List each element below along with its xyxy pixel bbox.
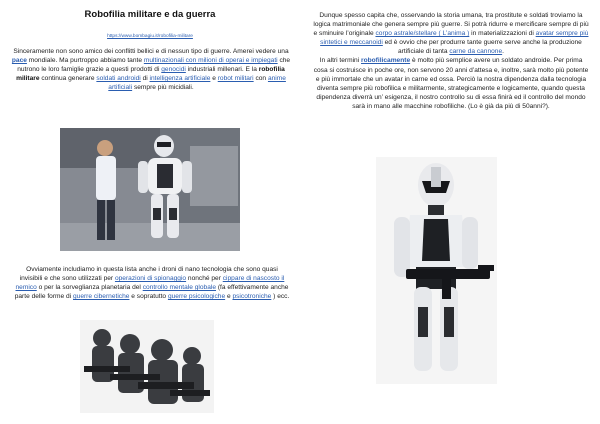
inline-link[interactable]: operazioni di spionaggio [114,275,187,283]
drones-paragraph [14,265,290,301]
keyword: robofilia militare [16,66,285,83]
inline-link[interactable]: intelligenza artificiale [149,75,211,83]
text-segment: In altri termini [319,57,362,65]
inline-link[interactable]: psicotroniche [232,293,272,301]
text-segment: ed è ovvio che per produrre tante guerre serve anche la produzione artificiale di tanta [382,39,582,56]
inline-link[interactable]: guerre psicologiche [167,293,226,301]
text-segment: e [225,293,233,301]
text-segment: e sopratutto [129,293,168,301]
inline-link[interactable]: avatar sempre più sintetici e meccanoidi [320,30,589,47]
intro-paragraph [10,47,292,92]
text-segment: Sinceramente non sono amico dei conflitti bellici e di nessun tipo di guerre. Amerei vedere una [13,48,289,55]
inline-link[interactable]: anime artificiali [108,75,286,92]
photo-android-soldiers [80,320,214,413]
text-segment: di [140,75,150,83]
photo-armed-android [376,157,497,384]
text-segment: industriali millenari. E la [185,66,259,74]
keyword-link[interactable]: robofilicamente [361,57,411,65]
inline-link[interactable]: guerre cibernetiche [72,293,130,301]
text-segment: e [210,75,218,83]
text-segment: nonché per [186,275,223,283]
text-segment: sempre più micidiali. [132,84,194,92]
source-link[interactable]: https://www.bombagiu.it/robofilia-militare [107,34,193,39]
text-segment: o per la sorveglianza planetaria del [36,284,143,292]
inline-link[interactable]: genocidi [161,66,186,74]
text-segment: in materializzazioni di [469,30,536,38]
text-segment: (fa effettivamente anche parte delle forme di [14,284,289,301]
inline-link[interactable]: controllo mentale globale [142,284,217,292]
photo-man-and-robot [60,128,240,251]
page-title: Robofilia militare e da guerra [84,9,216,20]
inline-link[interactable]: carne da cannone [449,48,503,56]
inline-link[interactable]: corpo astrale/stellare ( L’anima ) [375,30,470,38]
text-segment: con [253,75,268,83]
text-segment: Ovviamente includiamo in questa lista anche i droni di nano tecnologia che sono quasi invisibili e che sono utilizzati per [19,266,278,283]
text-segment: ) ecc. [271,293,290,301]
text-segment: continua generare [39,75,97,83]
text-segment: Dunque spesso capita che, osservando la storia umana, tra prostitute e soldati troviamo la logica matrimoniale che genera sempre più guerre. Si potrà ridurre e mercificare sempre di più e sminuire l’originale [313,12,589,38]
keyword-link[interactable]: pace [11,57,27,65]
text-segment: mondiale. Ma purtroppo abbiamo tante [26,57,144,65]
android-soldier-paragraph [312,11,590,111]
inline-link[interactable]: robot militari [217,75,254,83]
text-segment: . [502,48,504,56]
text-segment: che nutrono le loro famiglie grazie a questi prodotti di [17,57,291,74]
text-segment: è molto più semplice avere un soldato androide. Per prima cosa si costruisce in poche ore, non servono 20 anni d’attesa e, inoltre, sarà molto più potente e più immortale che un avatar in carne ed ossa. Perciò la nostra dipendenza dalla tecnologia diventa sempre più robofilica e militarmente, strategicamente e logicamente, quando questa dipendenza diverrà un’ esigenza, il nostro controllo su di essa finirà ed il controllo del mondo sarà in mano alle macchine robofiliche. (Lo è già da più di 50anni?). [313,57,589,110]
inline-link[interactable]: soldati androidi [96,75,141,83]
inline-link[interactable]: multinazionali con milioni di operai e impiegati [143,57,278,65]
inline-link[interactable]: cippare di nascosto il nemico [15,275,285,292]
